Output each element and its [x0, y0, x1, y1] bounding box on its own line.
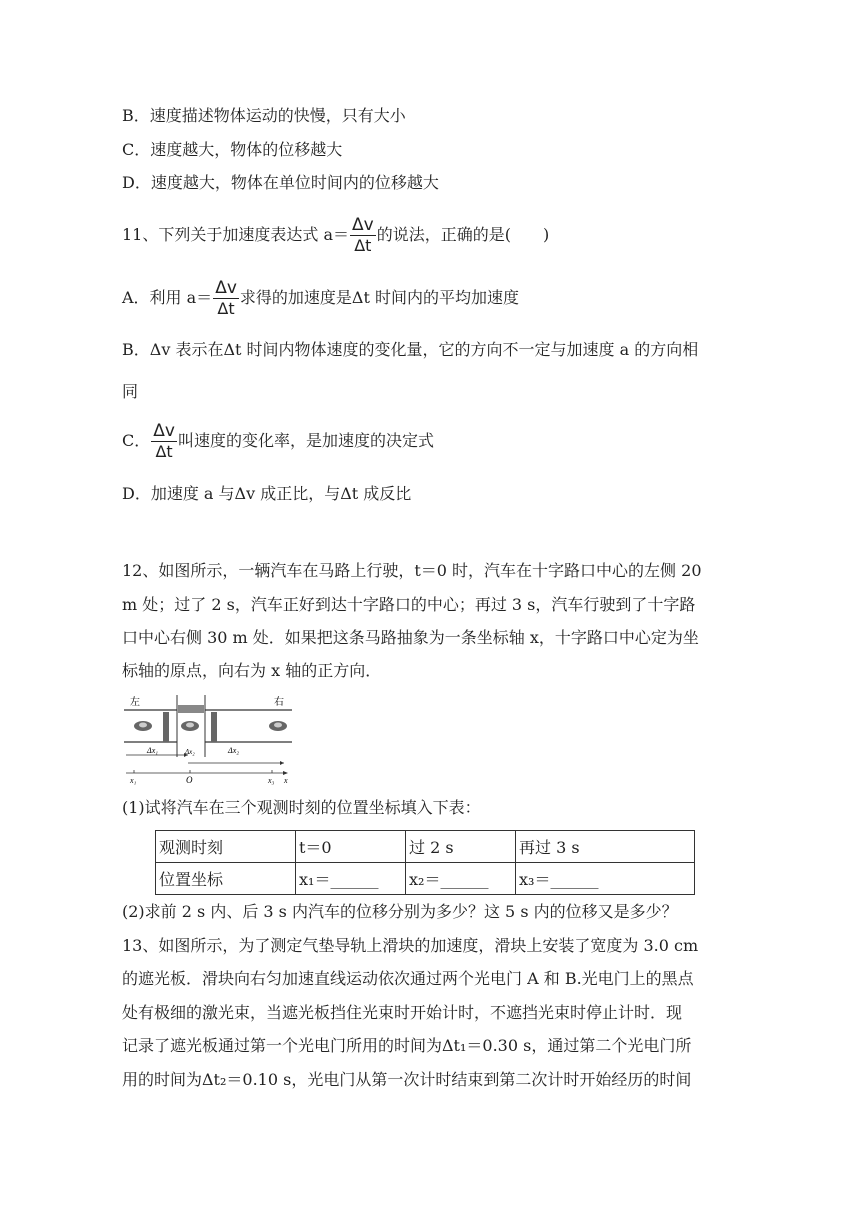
q11-option-c-pre: C． [122, 431, 151, 450]
origin-label: O [186, 775, 193, 785]
fraction-denominator: Δt [217, 299, 235, 318]
q12-part1: (1)试将汽车在三个观测时刻的位置坐标填入下表： [122, 798, 481, 817]
q11-option-a-post: 求得的加速度是Δt 时间内的平均加速度 [239, 288, 519, 307]
x3-label: x₃ [268, 776, 275, 785]
q11-option-a [122, 277, 519, 319]
dx2-small-label: Δx₂ [185, 748, 195, 756]
q12-line-3: 口中心右侧 30 m 处．如果把这条马路抽象为一条坐标轴 x，十字路口中心定为坐 [122, 628, 699, 647]
q13-line-4: 记录了遮光板通过第一个光电门所用的时间为Δt₁＝0.30 s，通过第二个光电门所 [122, 1036, 692, 1055]
q11-option-b-line1: B．Δv 表示在Δt 时间内物体速度的变化量，它的方向不一定与加速度 a 的方向相 [122, 340, 699, 359]
q11-option-c-post: 叫速度的变化率，是加速度的决定式 [177, 431, 434, 450]
q11-stem [122, 214, 549, 256]
table-cell: 位置坐标 [156, 863, 296, 895]
q13-line-2: 的遮光板．滑块向右匀加速直线运动依次通过两个光电门 A 和 B.光电门上的黑点 [122, 969, 694, 988]
q11-option-c-fraction [151, 423, 177, 460]
table-cell: x₃＝______ [516, 863, 695, 895]
q12-line-4: 标轴的原点，向右为 x 轴的正方向． [122, 661, 382, 680]
q11-option-d: D．加速度 a 与Δv 成正比，与Δt 成反比 [122, 484, 412, 503]
q11-stem-pre: 11、下列关于加速度表达式 a＝ [122, 225, 349, 244]
position-table [155, 830, 695, 895]
q12-line-1: 12、如图所示，一辆汽车在马路上行驶，t＝0 时，汽车在十字路口中心的左侧 20 [122, 561, 702, 580]
q11-option-a-fraction [213, 280, 239, 317]
car-icon-right [269, 721, 287, 731]
car-icon-left [134, 721, 152, 731]
q11-option-b-line2: 同 [122, 382, 139, 401]
q11-stem-post: 的说法，正确的是( ) [376, 225, 550, 244]
fraction-numerator: Δv [215, 278, 237, 298]
right-label: 右 [274, 697, 284, 708]
q12-line-2: m 处；过了 2 s，汽车正好到达十字路口的中心；再过 3 s，汽车行驶到了十字路 [122, 595, 696, 614]
table-cell: x₂＝______ [406, 863, 516, 895]
q13-line-3: 处有极细的激光束，当遮光板挡住光束时开始计时，不遮挡光束时停止计时．现 [122, 1003, 683, 1022]
axis-x-label: x [284, 776, 288, 785]
q11-stem-fraction [350, 217, 376, 254]
table-row [156, 863, 695, 895]
table-cell: x₁＝______ [296, 863, 406, 895]
crossroad-diagram-svg [122, 693, 297, 785]
q13-line-5: 用的时间为Δt₂＝0.10 s，光电门从第一次计时结束到第二次计时开始经历的时间 [122, 1070, 692, 1089]
dx1-label: Δx₁ [147, 746, 159, 755]
q12-part2: (2)求前 2 s 内、后 3 s 内汽车的位移分别为多少？这 5 s 内的位移又是多少？ [122, 902, 678, 921]
dx2-label: Δx₂ [228, 746, 240, 755]
table-cell: 观测时刻 [156, 831, 296, 863]
q11-option-c [122, 420, 434, 462]
q10-option-d: D．速度越大，物体在单位时间内的位移越大 [122, 173, 439, 192]
q13-line-1: 13、如图所示，为了测定气垫导轨上滑块的加速度，滑块上安装了宽度为 3.0 cm [122, 936, 699, 955]
x1-label: x₁ [130, 776, 137, 785]
q11-option-a-pre: A．利用 a＝ [122, 288, 213, 307]
q10-option-b: B．速度描述物体运动的快慢，只有大小 [122, 106, 406, 125]
table-cell: 再过 3 s [516, 831, 695, 863]
car-icon-center [181, 721, 199, 731]
table-cell: t＝0 [296, 831, 406, 863]
fraction-numerator: Δv [153, 421, 175, 441]
fraction-numerator: Δv [352, 215, 374, 235]
table-row [156, 831, 695, 863]
table-cell: 过 2 s [406, 831, 516, 863]
q10-option-c: C．速度越大，物体的位移越大 [122, 140, 343, 159]
left-label: 左 [130, 697, 140, 708]
fraction-denominator: Δt [354, 236, 372, 255]
fraction-denominator: Δt [155, 442, 173, 461]
crossroad-diagram [122, 693, 297, 785]
